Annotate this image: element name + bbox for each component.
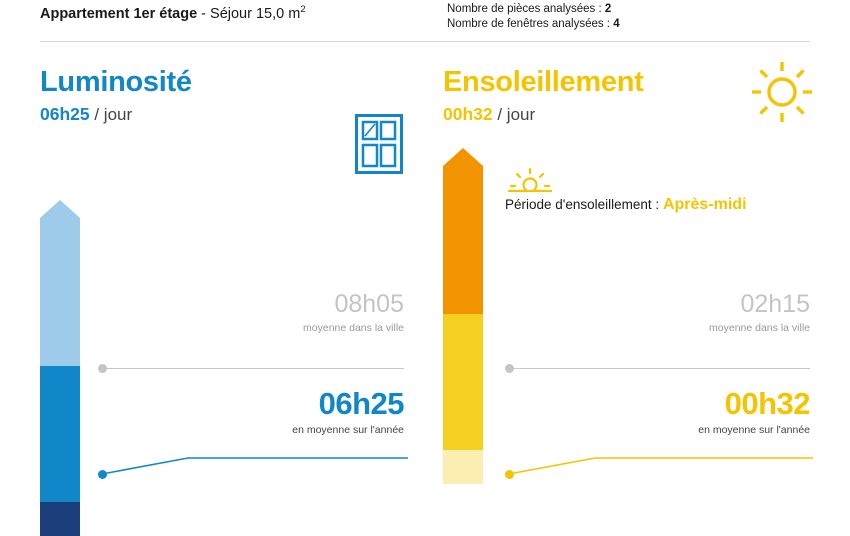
luminosite-average-value: 08h05 (334, 290, 404, 318)
stat-windows (447, 17, 620, 32)
luminosite-average-dot (98, 364, 107, 373)
page-title-sub: - Séjour 15,0 m (201, 5, 301, 22)
ensoleillement-bar-segment-pale (443, 450, 483, 484)
page-title-superscript: 2 (300, 4, 306, 15)
ensoleillement-title: Ensoleillement (443, 66, 644, 98)
luminosite-bar-segment-light (40, 218, 80, 366)
ensoleillement-bar-segment-orange (443, 166, 483, 314)
ensoleillement-average-value: 02h15 (740, 290, 810, 318)
header-stats (447, 2, 620, 32)
luminosite-value: 06h25 (40, 104, 90, 124)
luminosite-bar-segment-mid (40, 366, 80, 502)
ensoleillement-period-label: Période d'ensoleillement : (505, 197, 660, 212)
panel-luminosite (0, 52, 425, 480)
ensoleillement-own-value: 00h32 (724, 386, 810, 421)
luminosite-bar (40, 200, 80, 536)
luminosite-own-dot (98, 470, 107, 479)
ensoleillement-bar (443, 148, 483, 484)
luminosite-value-row (40, 104, 132, 125)
header-divider (40, 41, 810, 42)
luminosite-own-caption: en moyenne sur l'année (292, 424, 404, 436)
page-title (40, 4, 306, 22)
sunrise-icon (508, 168, 552, 192)
ensoleillement-value-unit: / jour (497, 105, 536, 124)
luminosite-bar-segment-dark (40, 502, 80, 536)
window-icon (355, 114, 403, 174)
stat-windows-label: Nombre de fenêtres analysées : (447, 18, 611, 30)
ensoleillement-value-row (443, 104, 535, 125)
luminosite-own-value: 06h25 (318, 386, 404, 421)
ensoleillement-own-caption: en moyenne sur l'année (698, 424, 810, 436)
ensoleillement-average-dot (505, 364, 514, 373)
sun-icon (750, 60, 814, 124)
ensoleillement-bar-segment-yellow (443, 314, 483, 450)
luminosite-average-line (107, 368, 404, 369)
ensoleillement-average-caption: moyenne dans la ville (709, 322, 810, 334)
stat-rooms-value: 2 (604, 3, 612, 15)
page-title-bold: Appartement 1er étage (40, 5, 198, 22)
luminosite-title: Luminosité (40, 66, 192, 98)
luminosite-bar-tip (40, 200, 80, 218)
ensoleillement-bar-tip (443, 148, 483, 166)
ensoleillement-own-dot (505, 470, 514, 479)
ensoleillement-period-value: Après-midi (662, 196, 747, 213)
stat-rooms (447, 2, 620, 17)
ensoleillement-period (505, 196, 747, 214)
stat-rooms-label: Nombre de pièces analysées : (447, 3, 602, 15)
luminosite-average-caption: moyenne dans la ville (303, 322, 404, 334)
luminosite-value-unit: / jour (94, 105, 133, 124)
header (0, 0, 850, 42)
ensoleillement-value: 00h32 (443, 104, 493, 124)
ensoleillement-average-line (514, 368, 810, 369)
stat-windows-value: 4 (613, 18, 620, 30)
